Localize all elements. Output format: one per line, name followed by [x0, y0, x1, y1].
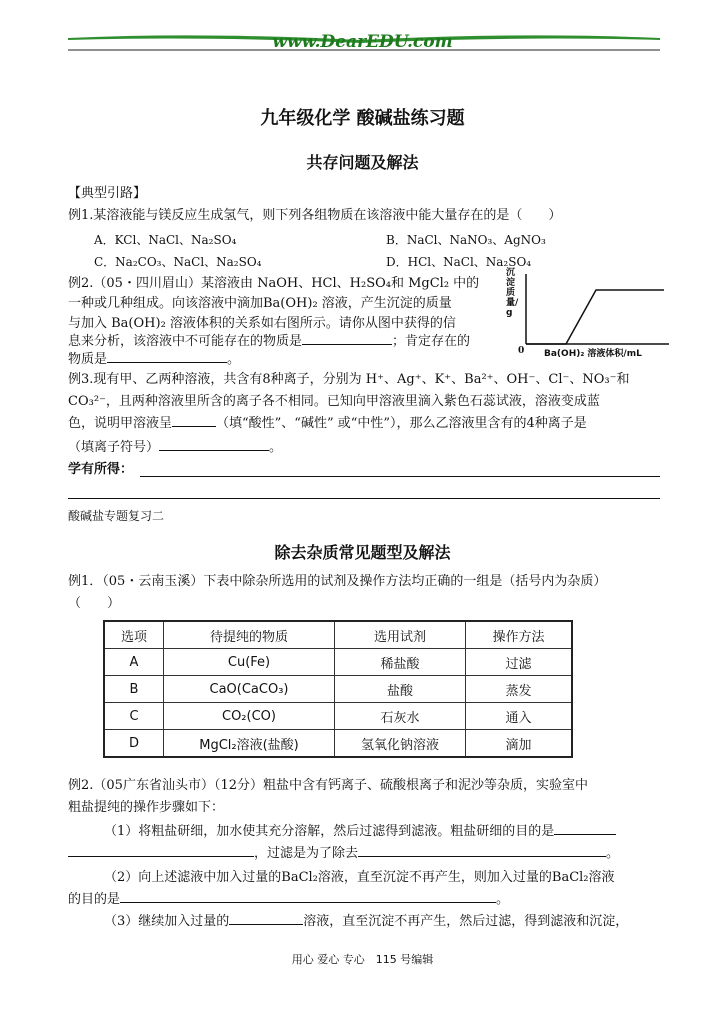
table-cell: CO₂(CO): [164, 703, 335, 730]
answer-blank[interactable]: [172, 414, 216, 427]
intro-label: 【典型引路】: [68, 186, 147, 201]
table-cell: MgCl₂溶液(盐酸): [164, 730, 335, 758]
table-cell: 蒸发: [466, 676, 573, 703]
learned-line: [140, 476, 660, 477]
table-header: 操作方法: [466, 621, 573, 649]
table-cell: 滴加: [466, 730, 573, 758]
example-3-line-1: 例3.现有甲、乙两种溶液，共含有8种离子，分别为 H⁺、Ag⁺、K⁺、Ba²⁺、OH⁻、Cl⁻、NO₃⁻和: [68, 372, 630, 387]
table-row: [104, 703, 572, 730]
ex3-text-c: （填离子符号）: [68, 440, 160, 455]
table-row: [104, 676, 572, 703]
step-2-text-b: 的目的是: [68, 892, 121, 907]
answer-blank[interactable]: [229, 912, 303, 925]
example-4-line-1: 例1．（05・云南玉溪）下表中除杂所选用的试剂及操作方法均正确的一组是（括号内为杂质）: [68, 574, 607, 589]
table-row: [104, 649, 572, 676]
example-5-line-2: 粗盐提纯的操作步骤如下：: [68, 800, 225, 815]
example-1-question: 例1.某溶液能与镁反应生成氢气，则下列各组物质在该溶液中能大量存在的是（ ）: [68, 208, 562, 223]
ex3-text-a: 色，说明甲溶液呈: [68, 416, 173, 431]
example-2-line-3: 与加入 Ba(OH)₂ 溶液体积的关系如右图所示。请你从图中获得的信: [68, 316, 456, 331]
graph-origin: 0: [518, 346, 525, 356]
table-cell: A: [104, 649, 164, 676]
example-2-line-2: 一种或几种组成。向该溶液中滴加Ba(OH)₂ 溶液，产生沉淀的质量: [68, 296, 452, 311]
answer-blank[interactable]: [358, 844, 606, 857]
step-3-text: （3）继续加入过量的: [104, 914, 230, 929]
step-2-line-2: [68, 890, 660, 910]
table-cell: Cu(Fe): [164, 649, 335, 676]
page-title: 九年级化学 酸碱盐练习题: [260, 108, 465, 129]
table-cell: C: [104, 703, 164, 730]
table-cell: 氢氧化钠溶液: [335, 730, 466, 758]
page-footer: 用心 爱心 专心 115 号编辑: [291, 953, 434, 966]
ex2-text-c: 物质是: [68, 352, 108, 367]
table-row: [104, 730, 572, 758]
table-cell: CaO(CaCO₃): [164, 676, 335, 703]
graph-curve: [526, 290, 664, 344]
example-5-line-1: 例2.（05广东省汕头市）（12分）粗盐中含有钙离子、硫酸根离子和泥沙等杂质，实验室中: [68, 778, 588, 793]
step-1-line-2: [68, 844, 660, 864]
review-label: 酸碱盐专题复习二: [68, 509, 165, 523]
option-c: C．Na₂CO₃、NaCl、Na₂SO₄: [94, 255, 262, 269]
answer-blank[interactable]: [107, 350, 227, 363]
section-title-coexistence: 共存问题及解法: [306, 153, 419, 172]
example-3-line-3: [68, 414, 660, 434]
table-header: 选项: [104, 621, 164, 649]
answer-blank[interactable]: [302, 332, 392, 345]
answer-blank[interactable]: [159, 438, 269, 451]
graph-x-label: Ba(OH)₂ 溶液体积/mL: [544, 349, 642, 359]
table-cell: 稀盐酸: [335, 649, 466, 676]
ex2-text-b: ；肯定存在的: [392, 334, 471, 349]
impurity-table: [103, 620, 573, 758]
option-a: A．KCl、NaCl、Na₂SO₄: [94, 233, 237, 247]
step-1-line-1: [68, 822, 660, 842]
divider: [68, 498, 660, 499]
example-2-line-4: [68, 332, 498, 352]
precipitate-graph: [504, 266, 674, 360]
header-brand: [0, 28, 725, 58]
step-2-text: （2）向上述滤液中加入过量的BaCl₂溶液，直至沉淀不再产生，则加入过量的BaCl₂溶液: [104, 870, 615, 885]
step-2-line-1: [68, 868, 660, 888]
learned-label: 学有所得：: [68, 462, 134, 477]
answer-blank[interactable]: [120, 890, 496, 903]
table-cell: 过滤: [466, 649, 573, 676]
table-cell: 通入: [466, 703, 573, 730]
table-cell: 石灰水: [335, 703, 466, 730]
graph-y-label: 沉淀质量/g: [506, 268, 519, 318]
section-title-impurities: 除去杂质常见题型及解法: [274, 543, 451, 562]
option-d: D．HCl、NaCl、Na₂SO₄: [386, 255, 532, 269]
example-3-line-2: CO₃²⁻，且两种溶液里所含的离子各不相同。已知向甲溶液里滴入紫色石蕊试液，溶液变成蓝: [68, 394, 600, 409]
step-1-text-b: ，过滤是为了除去: [254, 846, 359, 861]
step-2-text-c: 。: [496, 892, 510, 907]
answer-blank[interactable]: [554, 822, 616, 835]
example-4-line-2: （ ）: [68, 596, 121, 611]
table-cell: B: [104, 676, 164, 703]
ex2-text-d: 。: [227, 352, 241, 367]
step-3-line-1: [68, 912, 660, 932]
example-2-line-5: [68, 350, 498, 370]
step-1-text-c: 。: [606, 846, 620, 861]
option-b: B．NaCl、NaNO₃、AgNO₃: [386, 233, 546, 247]
example-2-line-1: 例2.（05・四川眉山）某溶液由 NaOH、HCl、H₂SO₄和 MgCl₂ 中的: [68, 276, 480, 291]
ex3-text-d: 。: [269, 440, 283, 455]
brand-logo-text: www.DearEDU.com: [272, 32, 453, 52]
answer-blank[interactable]: [68, 844, 254, 857]
table-header: 选用试剂: [335, 621, 466, 649]
ex3-text-b: （填“酸性”、“碱性” 或“中性”），那么乙溶液里含有的4种离子是: [216, 416, 587, 431]
step-3-text-b: 溶液，直至沉淀不再产生，然后过滤，得到滤液和沉淀，: [303, 914, 629, 929]
ex2-text-a: 息来分析，该溶液中不可能存在的物质是: [68, 334, 303, 349]
table-header-row: [104, 621, 572, 649]
table-cell: 盐酸: [335, 676, 466, 703]
table-cell: D: [104, 730, 164, 758]
table-header: 待提纯的物质: [164, 621, 335, 649]
step-1-text: （1）将粗盐研细，加水使其充分溶解，然后过滤得到滤液。粗盐研细的目的是: [104, 824, 555, 839]
example-3-line-4: [68, 438, 660, 458]
